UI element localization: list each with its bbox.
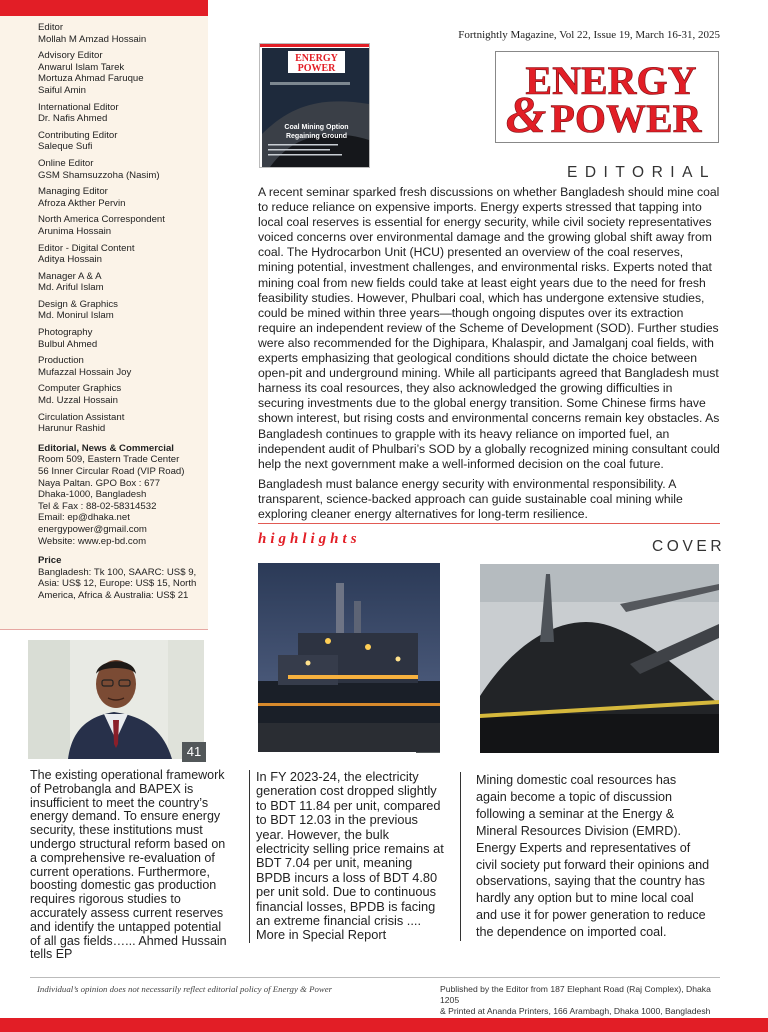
- interview-blurb: The existing operational framework of Petrobangla and BAPEX is insufficient to meet the country’s energy demand. To ensure energy security, these institutions must undergo structural reform based on a comprehensive re-evaluation of current operations. Furthermore, boosting domestic gas production requires rigorous studies to accurately assess current reserves and identify the untapped potential of all gas fields…... Ahmed Hussain tells EP: [30, 768, 227, 962]
- footer-publisher: Published by the Editor from 187 Elephant Road (Raj Complex), Dhaka 1205 & Printed at Ananda Printers, 166 Arambagh, Dhaka 1000, Bangladesh: [440, 984, 711, 1016]
- editorial-body: [258, 185, 720, 522]
- footer-disclaimer: Individual’s opinion does not necessarily reflect editorial policy of Energy & Power: [37, 984, 333, 994]
- office-address-line: Naya Paltan. GPO Box : 677: [38, 477, 161, 489]
- masthead-person-name: Saleque Sufi: [38, 141, 93, 153]
- masthead-role-group: [38, 412, 208, 435]
- masthead-person-name: Md. Monirul Islam: [38, 310, 114, 322]
- special-report-blurb: In FY 2023-24, the electricity generation cost dropped slightly to BDT 11.84 per unit, compared to BDT 12.03 in the previous year. However, the bulk electricity selling price remains at BDT 7.04 per unit, meaning BPDB incurs a loss of BDT 4.80 per unit sold. Due to continuous financial losses, BPDB is facing an extreme financial crisis .... More in Special Report: [249, 770, 445, 943]
- masthead-role-group: [38, 214, 208, 237]
- masthead-person-name: Mortuza Ahmad Faruque: [38, 73, 144, 85]
- masthead-role-title: International Editor: [38, 101, 119, 113]
- section-divider: [258, 523, 720, 524]
- cover-thumb-logo-bottom: POWER: [297, 63, 336, 74]
- logo-word-energy: ENERGY: [525, 58, 697, 103]
- cover-thumb-logo-top: ENERGY: [295, 53, 338, 64]
- masthead-column: [0, 16, 208, 630]
- coal-stockpile-photo: [480, 564, 719, 753]
- masthead-role-title: Contributing Editor: [38, 129, 118, 141]
- office-address-line: Tel & Fax : 88-02-58314532: [38, 500, 157, 512]
- price-line: America, Africa & Australia: US$ 21: [38, 589, 189, 601]
- office-address-block: [38, 443, 208, 547]
- price-block: [38, 555, 208, 601]
- masthead-role-title: North America Correspondent: [38, 214, 165, 226]
- masthead-role-title: Circulation Assistant: [38, 411, 125, 423]
- masthead-role-title: Editor: [38, 22, 64, 33]
- masthead-role-group: [38, 102, 208, 125]
- footer-divider: [30, 977, 720, 978]
- masthead-person-name: Anwarul Islam Tarek: [38, 61, 125, 73]
- masthead-role-title: Advisory Editor: [38, 50, 103, 62]
- masthead-role-group: [38, 130, 208, 153]
- masthead-person-name: Bulbul Ahmed: [38, 338, 98, 350]
- masthead-role-group: [38, 158, 208, 181]
- masthead-person-name: Saiful Amin: [38, 84, 86, 96]
- masthead-role-group: [38, 327, 208, 350]
- logo-ampersand: &: [505, 87, 547, 144]
- masthead-role-group: [38, 383, 208, 406]
- masthead-role-title: Computer Graphics: [38, 383, 122, 395]
- masthead-role-group: [38, 299, 208, 322]
- masthead-role-title: Managing Editor: [38, 186, 108, 198]
- masthead-role-group: [38, 355, 208, 378]
- top-red-bar: [0, 0, 208, 16]
- power-plant-photo: [258, 563, 440, 752]
- logo-word-power: POWER: [550, 96, 702, 141]
- cover-heading: COVER: [652, 538, 726, 555]
- masthead-person-name: Md. Uzzal Hossain: [38, 395, 118, 407]
- masthead-role-group: [38, 50, 208, 96]
- highlights-heading: highlights: [258, 531, 361, 547]
- masthead-role-group: [38, 22, 208, 45]
- cover-thumb-headline-2: Regaining Ground: [285, 133, 348, 140]
- masthead-person-name: GSM Shamsuzzoha (Nasim): [38, 169, 160, 181]
- masthead-person-name: Aditya Hossain: [38, 254, 102, 266]
- price-title: Price: [38, 555, 62, 567]
- cover-thumbnail: [259, 43, 370, 168]
- price-line: Bangladesh: Tk 100, SAARC: US$ 9,: [38, 566, 197, 578]
- issue-line: Fortnightly Magazine, Vol 22, Issue 19, March 16-31, 2025: [458, 29, 720, 41]
- masthead-role-group: [38, 243, 208, 266]
- masthead-role-group: [38, 271, 208, 294]
- masthead-person-name: Mufazzal Hossain Joy: [38, 366, 132, 378]
- cover-story-blurb: Mining domestic coal resources has again become a topic of discussion following a seminar at the Energy & Mineral Resources Division (EMRD). Energy Experts and representatives of civil society put forward their opinions and observations, saying that the country has hardly any option but to mine local coal and use it for power generation to reduce the dependence on imported coal.: [460, 772, 710, 941]
- masthead-role-title: Editor - Digital Content: [38, 242, 135, 254]
- masthead-person-name: Md. Ariful Islam: [38, 282, 104, 294]
- price-line: Asia: US$ 12, Europe: US$ 15, North: [38, 578, 197, 590]
- bottom-red-bar: [0, 1018, 768, 1032]
- office-address-line: Dhaka-1000, Bangladesh: [38, 489, 147, 501]
- masthead-role-title: Production: [38, 355, 84, 367]
- masthead-role-title: Online Editor: [38, 157, 94, 169]
- masthead-role-title: Photography: [38, 327, 93, 339]
- cover-thumb-headline-1: Coal Mining Option: [284, 124, 349, 131]
- editorial-paragraph: A recent seminar sparked fresh discussions on whether Bangladesh should mine coal to reduce reliance on expensive imports. Energy experts stressed that tapping into local coal reserves is essential for energy security, while civil society representatives voiced concerns over environmental damage and the growing global shift away from coal. The Hydrocarbon Unit (HCU) presented an overview of the coal reserves, mining potential, investment challenges, and environmental risks. Experts noted that mining coal from new fields could take at least eight years due to the need for fresh feasibility studies. However, Phulbari coal, which has undergone extensive studies, could be mined within three years—though ongoing disputes over its extraction require an independent review of the Scheme of Development (SOD). Further studies were also recommended for the Dighipara, Khalaspir, and Jamalganj coal fields, with experts emphasizing that geological conditions should dictate the choice between open-pit and underground mining. While all participants agreed that Bangladesh must harness its coal resources, they also acknowledged the growing difficulties in securing investments due to the global energy transition. Some Chinese firms have shown interest, but rising costs and environmental concerns remain key obstacles. As Bangladesh continues to grapple with its heavy reliance on imported fuel, an independent audit of Phulbari’s SOD by a globally recognized mining consultant could help the next government make a well-informed decision on the coal future.: [258, 185, 720, 471]
- office-address-line: energypower@gmail.com: [38, 523, 147, 535]
- masthead-role-title: Design & Graphics: [38, 298, 118, 310]
- masthead-person-name: Mollah M Amzad Hossain: [38, 33, 147, 45]
- office-address-line: Room 509, Eastern Trade Center: [38, 454, 180, 466]
- interview-photo: [28, 640, 204, 759]
- office-title: Editorial, News & Commercial: [38, 442, 174, 454]
- office-address-line: Website: www.ep-bd.com: [38, 535, 147, 547]
- editorial-heading: EDITORIAL: [567, 164, 717, 181]
- editorial-paragraph: Bangladesh must balance energy security with environmental responsibility. A transparent, science-backed approach can guide sustainable coal mining while exploring cleaner energy alternatives for long-term resilience.: [258, 476, 683, 521]
- masthead-person-name: Harunur Rashid: [38, 423, 106, 435]
- masthead-person-name: Arunima Hossain: [38, 225, 112, 237]
- masthead-role-group: [38, 186, 208, 209]
- masthead-role-title: Manager A & A: [38, 270, 102, 282]
- masthead-person-name: Afroza Akther Pervin: [38, 197, 126, 209]
- page-number-badge: 41: [182, 742, 206, 762]
- office-address-line: 56 Inner Circular Road (VIP Road): [38, 466, 185, 477]
- masthead-roles: [38, 22, 208, 435]
- masthead-person-name: Dr. Nafis Ahmed: [38, 113, 108, 125]
- office-address-line: Email: ep@dhaka.net: [38, 512, 130, 524]
- energy-power-logo: [495, 51, 719, 143]
